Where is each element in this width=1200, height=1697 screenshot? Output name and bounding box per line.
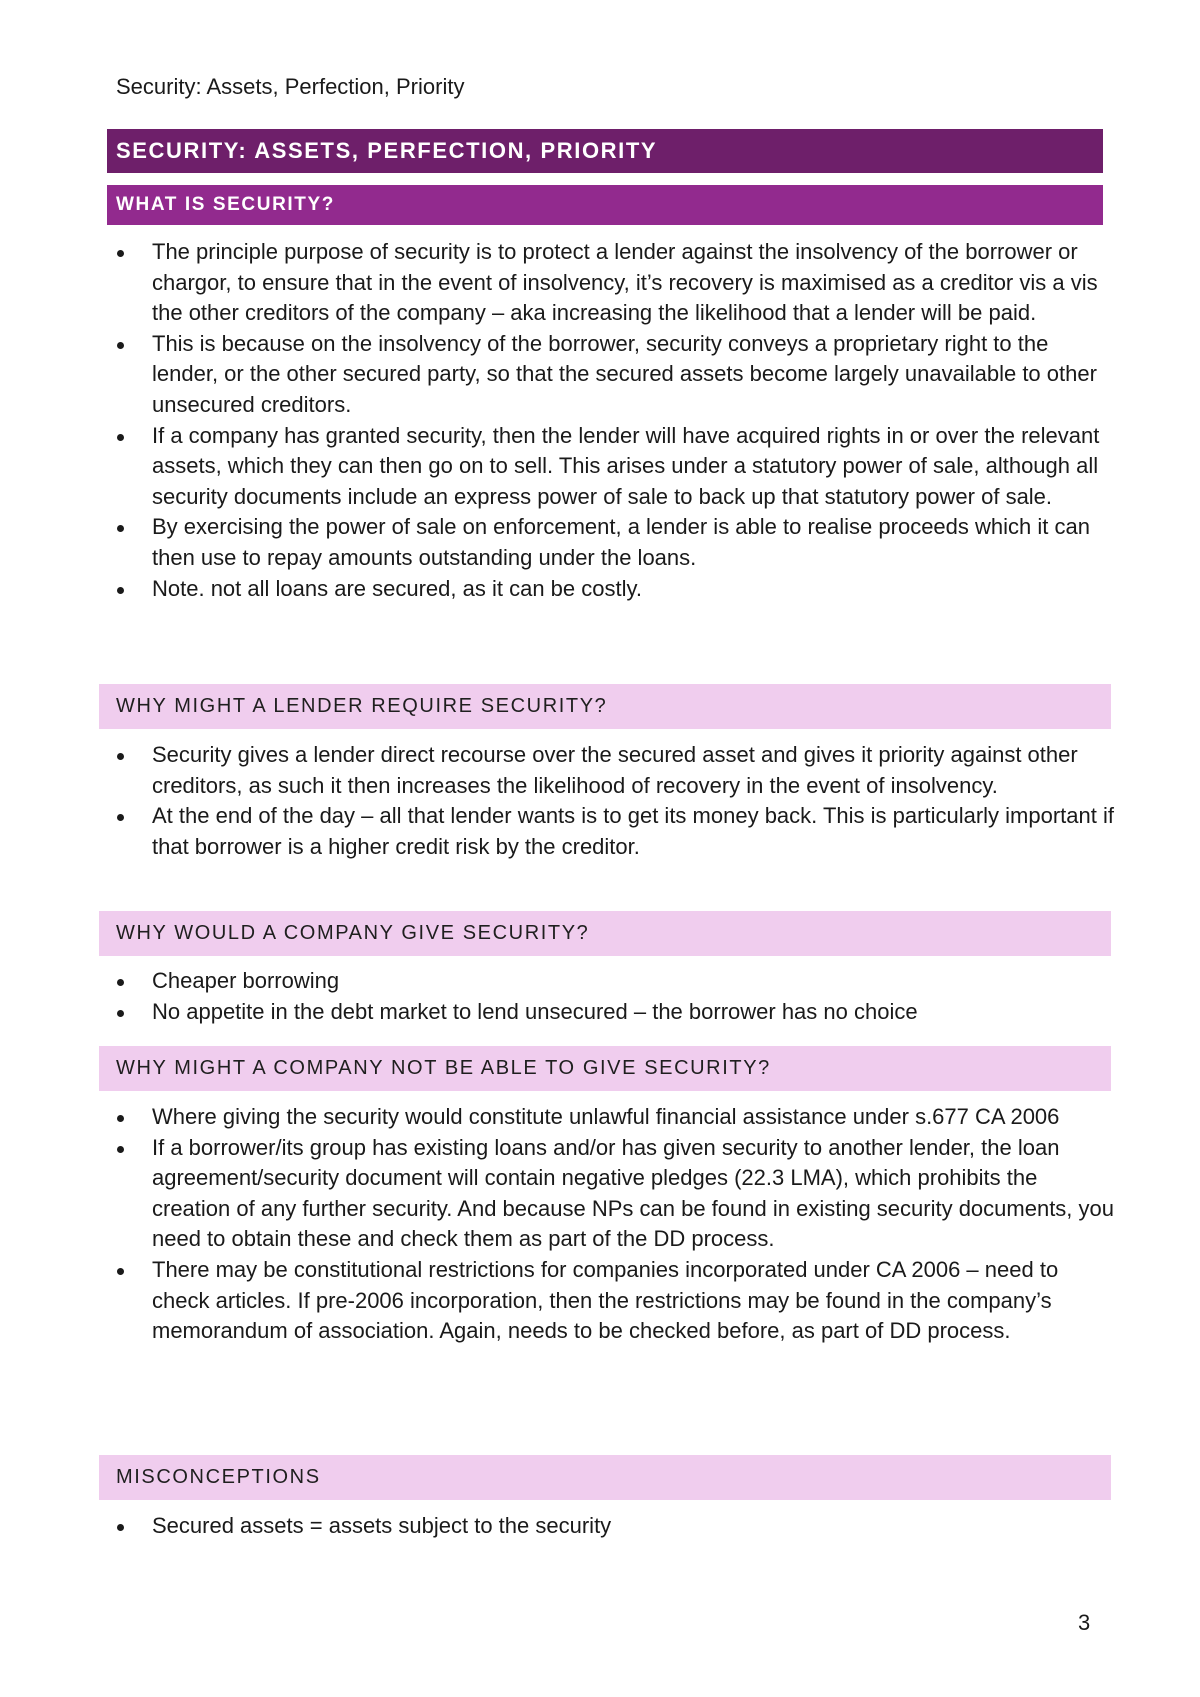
- bullet-dot: [117, 342, 124, 349]
- bullet-list-company-give: [0, 966, 1200, 1027]
- list-item: [0, 1133, 1200, 1255]
- bullet-dot: [117, 753, 124, 760]
- bullet-list-company-not-able: [0, 1102, 1200, 1347]
- bullet-dot: [117, 434, 124, 441]
- bullet-text: Cheaper borrowing: [152, 968, 340, 993]
- section-heading-company-not-able: WHY MIGHT A COMPANY NOT BE ABLE TO GIVE SECURITY?: [99, 1046, 1111, 1091]
- bullet-text: Secured assets = assets subject to the security: [152, 1513, 612, 1538]
- page-number: 3: [1078, 1610, 1091, 1635]
- list-item: [0, 740, 1200, 801]
- list-item: [0, 1255, 1200, 1347]
- bullet-text: By exercising the power of sale on enforcement, a lender is able to realise proceeds which it can then use to repay amounts outstanding under the loans.: [152, 514, 1090, 570]
- bullet-text: The principle purpose of security is to protect a lender against the insolvency of the borrower or chargor, to ensure that in the event of insolvency, it’s recovery is maximised as a creditor vis a vis the other creditors of the company – aka increasing the likelihood that a lender will be paid.: [152, 239, 1098, 326]
- bullet-dot: [117, 587, 124, 594]
- bullet-dot: [117, 1268, 124, 1275]
- section-heading-lender-require: WHY MIGHT A LENDER REQUIRE SECURITY?: [99, 684, 1111, 729]
- bullet-list-misconceptions: [0, 1511, 1200, 1542]
- list-item: [0, 329, 1200, 421]
- list-item: [0, 966, 1200, 997]
- list-item: [0, 1511, 1200, 1542]
- bullet-dot: [117, 525, 124, 532]
- bullet-text: Note. not all loans are secured, as it can be costly.: [152, 575, 642, 601]
- list-item: [0, 512, 1200, 573]
- bullet-text: There may be constitutional restrictions for companies incorporated under CA 2006 – need to check articles. If pre-2006 incorporation, then the restrictions may be found in the company’s memorandum of association. Again, needs to be checked before, as part of DD process.: [152, 1256, 1059, 1344]
- bullet-text: This is because on the insolvency of the borrower, security conveys a proprietary right to the lender, or the other secured party, so that the secured assets become largely unavailable to other unsecured creditors.: [152, 330, 1097, 417]
- bullet-text: At the end of the day – all that lender wants is to get its money back. This is particularly important if that borrower is a higher credit risk by the creditor.: [152, 803, 1114, 859]
- list-item: [0, 801, 1200, 862]
- list-item: [0, 237, 1200, 329]
- bullet-text: If a company has granted security, then the lender will have acquired rights in or over the relevant assets, which they can then go on to sell. This arises under a statutory power of sale, although all security documents include an express power of sale to back up that statutory power of sale.: [152, 422, 1100, 509]
- section-heading-misconceptions: MISCONCEPTIONS: [99, 1455, 1111, 1500]
- section-title-what-is-security: WHAT IS SECURITY?: [107, 185, 1103, 225]
- section-heading-company-give: WHY WOULD A COMPANY GIVE SECURITY?: [99, 911, 1111, 956]
- bullet-dot: [117, 1524, 124, 1531]
- bullet-text: If a borrower/its group has existing loans and/or has given security to another lender, the loan agreement/security document will contain negative pledges (22.3 LMA), which prohibits the creation of any further security. And because NPs can be found in existing security documents, you need to obtain these and check them as part of the DD process.: [152, 1134, 1115, 1252]
- bullet-text: Security gives a lender direct recourse over the secured asset and gives it priority against other creditors, as such it then increases the likelihood of recovery in the event of insolvency.: [152, 742, 1078, 798]
- bullet-dot: [117, 1146, 124, 1153]
- list-item: [0, 997, 1200, 1028]
- bullet-dot: [117, 979, 124, 986]
- bullet-list-what-is-security: [0, 237, 1200, 604]
- list-item: [0, 574, 1200, 605]
- bullet-dot: [117, 250, 124, 257]
- bullet-text: No appetite in the debt market to lend unsecured – the borrower has no choice: [152, 998, 918, 1024]
- bullet-dot: [117, 1115, 124, 1122]
- bullet-text: Where giving the security would constitute unlawful financial assistance under s.677 CA 2006: [152, 1104, 1060, 1129]
- list-item: [0, 421, 1200, 513]
- bullet-dot: [117, 814, 124, 821]
- bullet-dot: [117, 1010, 124, 1017]
- list-item: [0, 1102, 1200, 1133]
- running-header: Security: Assets, Perfection, Priority: [116, 74, 465, 99]
- bullet-list-lender-require: [0, 740, 1200, 862]
- document-title-banner: SECURITY: ASSETS, PERFECTION, PRIORITY: [107, 129, 1103, 173]
